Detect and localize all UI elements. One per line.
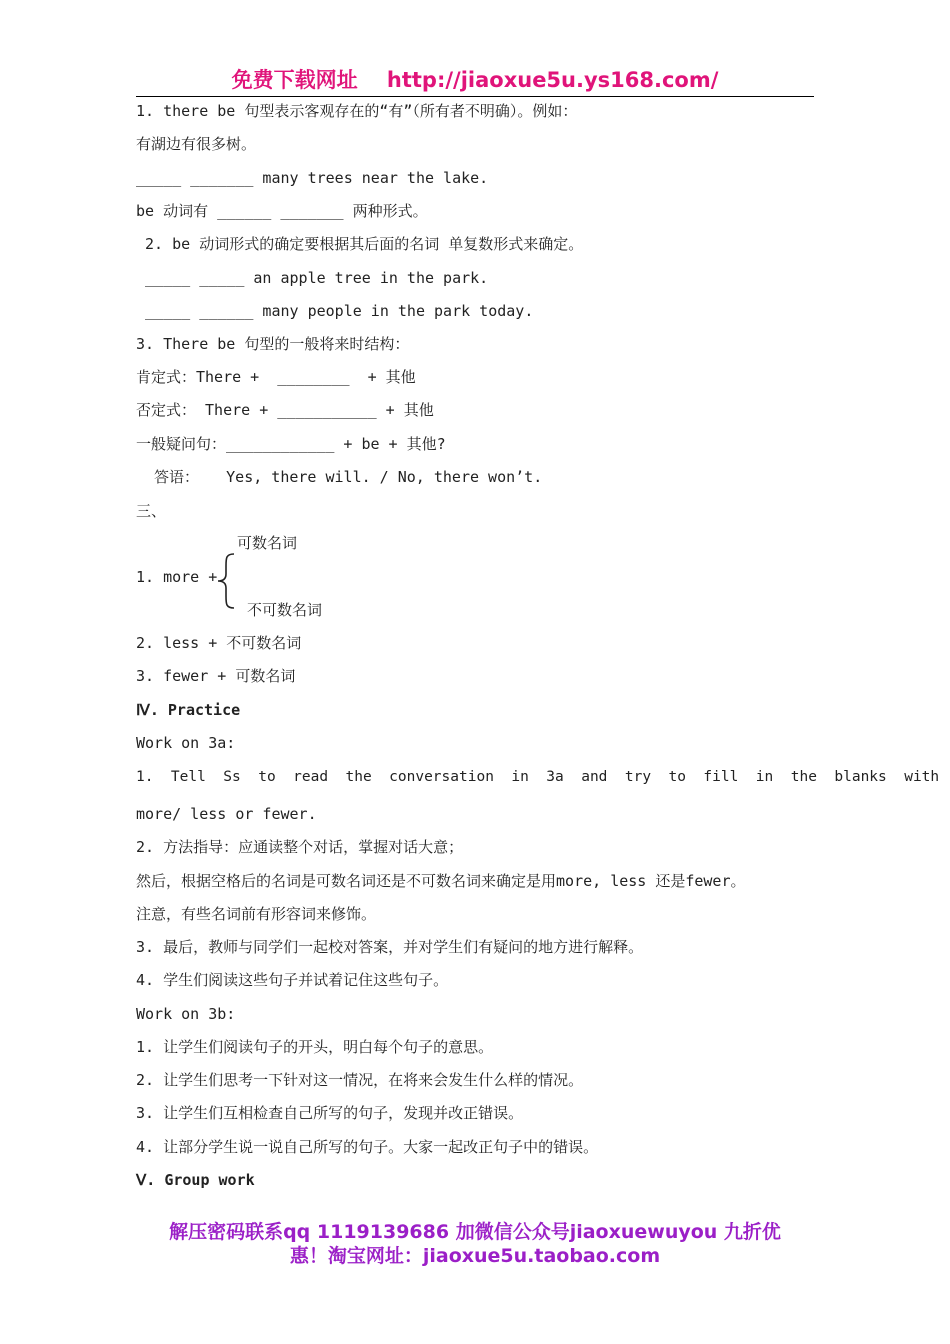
text-line: 否定式： There + ___________ + 其他 xyxy=(136,401,434,419)
text-line: _____ _______ many trees near the lake. xyxy=(136,169,489,187)
text-line: 3. 让学生们互相检查自己所写的句子，发现并改正错误。 xyxy=(136,1104,524,1122)
text-line: 4. 学生们阅读这些句子并试着记住这些句子。 xyxy=(136,971,449,989)
section-heading: Ⅴ. Group work xyxy=(136,1171,255,1189)
text-line: 答语： Yes, there will. / No, there won’t. xyxy=(136,468,543,486)
footer-line: 解压密码联系qq 1119139686 加微信公众号jiaoxuewuyou 九折优 xyxy=(169,1221,781,1243)
text-line: 3. fewer + 可数名词 xyxy=(136,667,296,685)
text-line: 3. 最后，教师与同学们一起校对答案，并对学生们有疑问的地方进行解释。 xyxy=(136,938,644,956)
countable-noun-label: 可数名词 xyxy=(237,534,298,552)
text-line: 4. 让部分学生说一说自己所写的句子。大家一起改正句子中的错误。 xyxy=(136,1138,599,1156)
text-line: more/ less or fewer. xyxy=(136,805,317,823)
text-line: _____ ______ many people in the park today. xyxy=(136,302,534,320)
text-line: 2. less + 不可数名词 xyxy=(136,634,302,652)
curly-brace-icon xyxy=(214,552,240,610)
text-line: be 动词有 ______ _______ 两种形式。 xyxy=(136,202,428,220)
page-header xyxy=(136,64,814,97)
text-line: 2. be 动词形式的确定要根据其后面的名词 单复数形式来确定。 xyxy=(136,235,584,253)
footer-line[interactable]: 惠！淘宝网址：jiaoxue5u.taobao.com xyxy=(289,1245,661,1267)
text-line: 2. 方法指导：应通读整个对话，掌握对话大意； xyxy=(136,838,464,856)
uncountable-noun-label: 不可数名词 xyxy=(247,601,323,619)
text-line: _____ _____ an apple tree in the park. xyxy=(136,269,489,287)
text-line: 然后，根据空格后的名词是可数名词还是不可数名词来确定是用more, less 还是fewer。 xyxy=(136,872,746,890)
text-line: 1. more + xyxy=(136,568,218,586)
text-line: Work on 3b: xyxy=(136,1005,236,1023)
section-heading: Ⅳ. Practice xyxy=(136,701,241,719)
text-line: 注意，有些名词前有形容词来修饰。 xyxy=(136,905,377,923)
header-title: 免费下载网址 xyxy=(231,68,358,92)
section-heading: 三、 xyxy=(136,502,167,520)
text-line: Work on 3a: xyxy=(136,734,236,752)
text-line: 一般疑问句：____________ + be + 其他? xyxy=(136,435,446,453)
text-line: 3. There be 句型的一般将来时结构： xyxy=(136,335,410,353)
text-line: 肯定式：There + ________ + 其他 xyxy=(136,368,416,386)
text-line: 有湖边有很多树。 xyxy=(136,135,257,153)
text-line: 2. 让学生们思考一下针对这一情况，在将来会发生什么样的情况。 xyxy=(136,1071,584,1089)
text-line: 1. Tell Ss to read the conversation in 3a and try to fill in the blanks with xyxy=(136,769,940,785)
header-url[interactable]: http://jiaoxue5u.ys168.com/ xyxy=(386,68,719,92)
text-line: 1. 让学生们阅读句子的开头，明白每个句子的意思。 xyxy=(136,1038,494,1056)
page-footer xyxy=(120,1220,830,1268)
text-line: 1. there be 句型表示客观存在的“有”（所有者不明确）。例如： xyxy=(136,102,578,120)
